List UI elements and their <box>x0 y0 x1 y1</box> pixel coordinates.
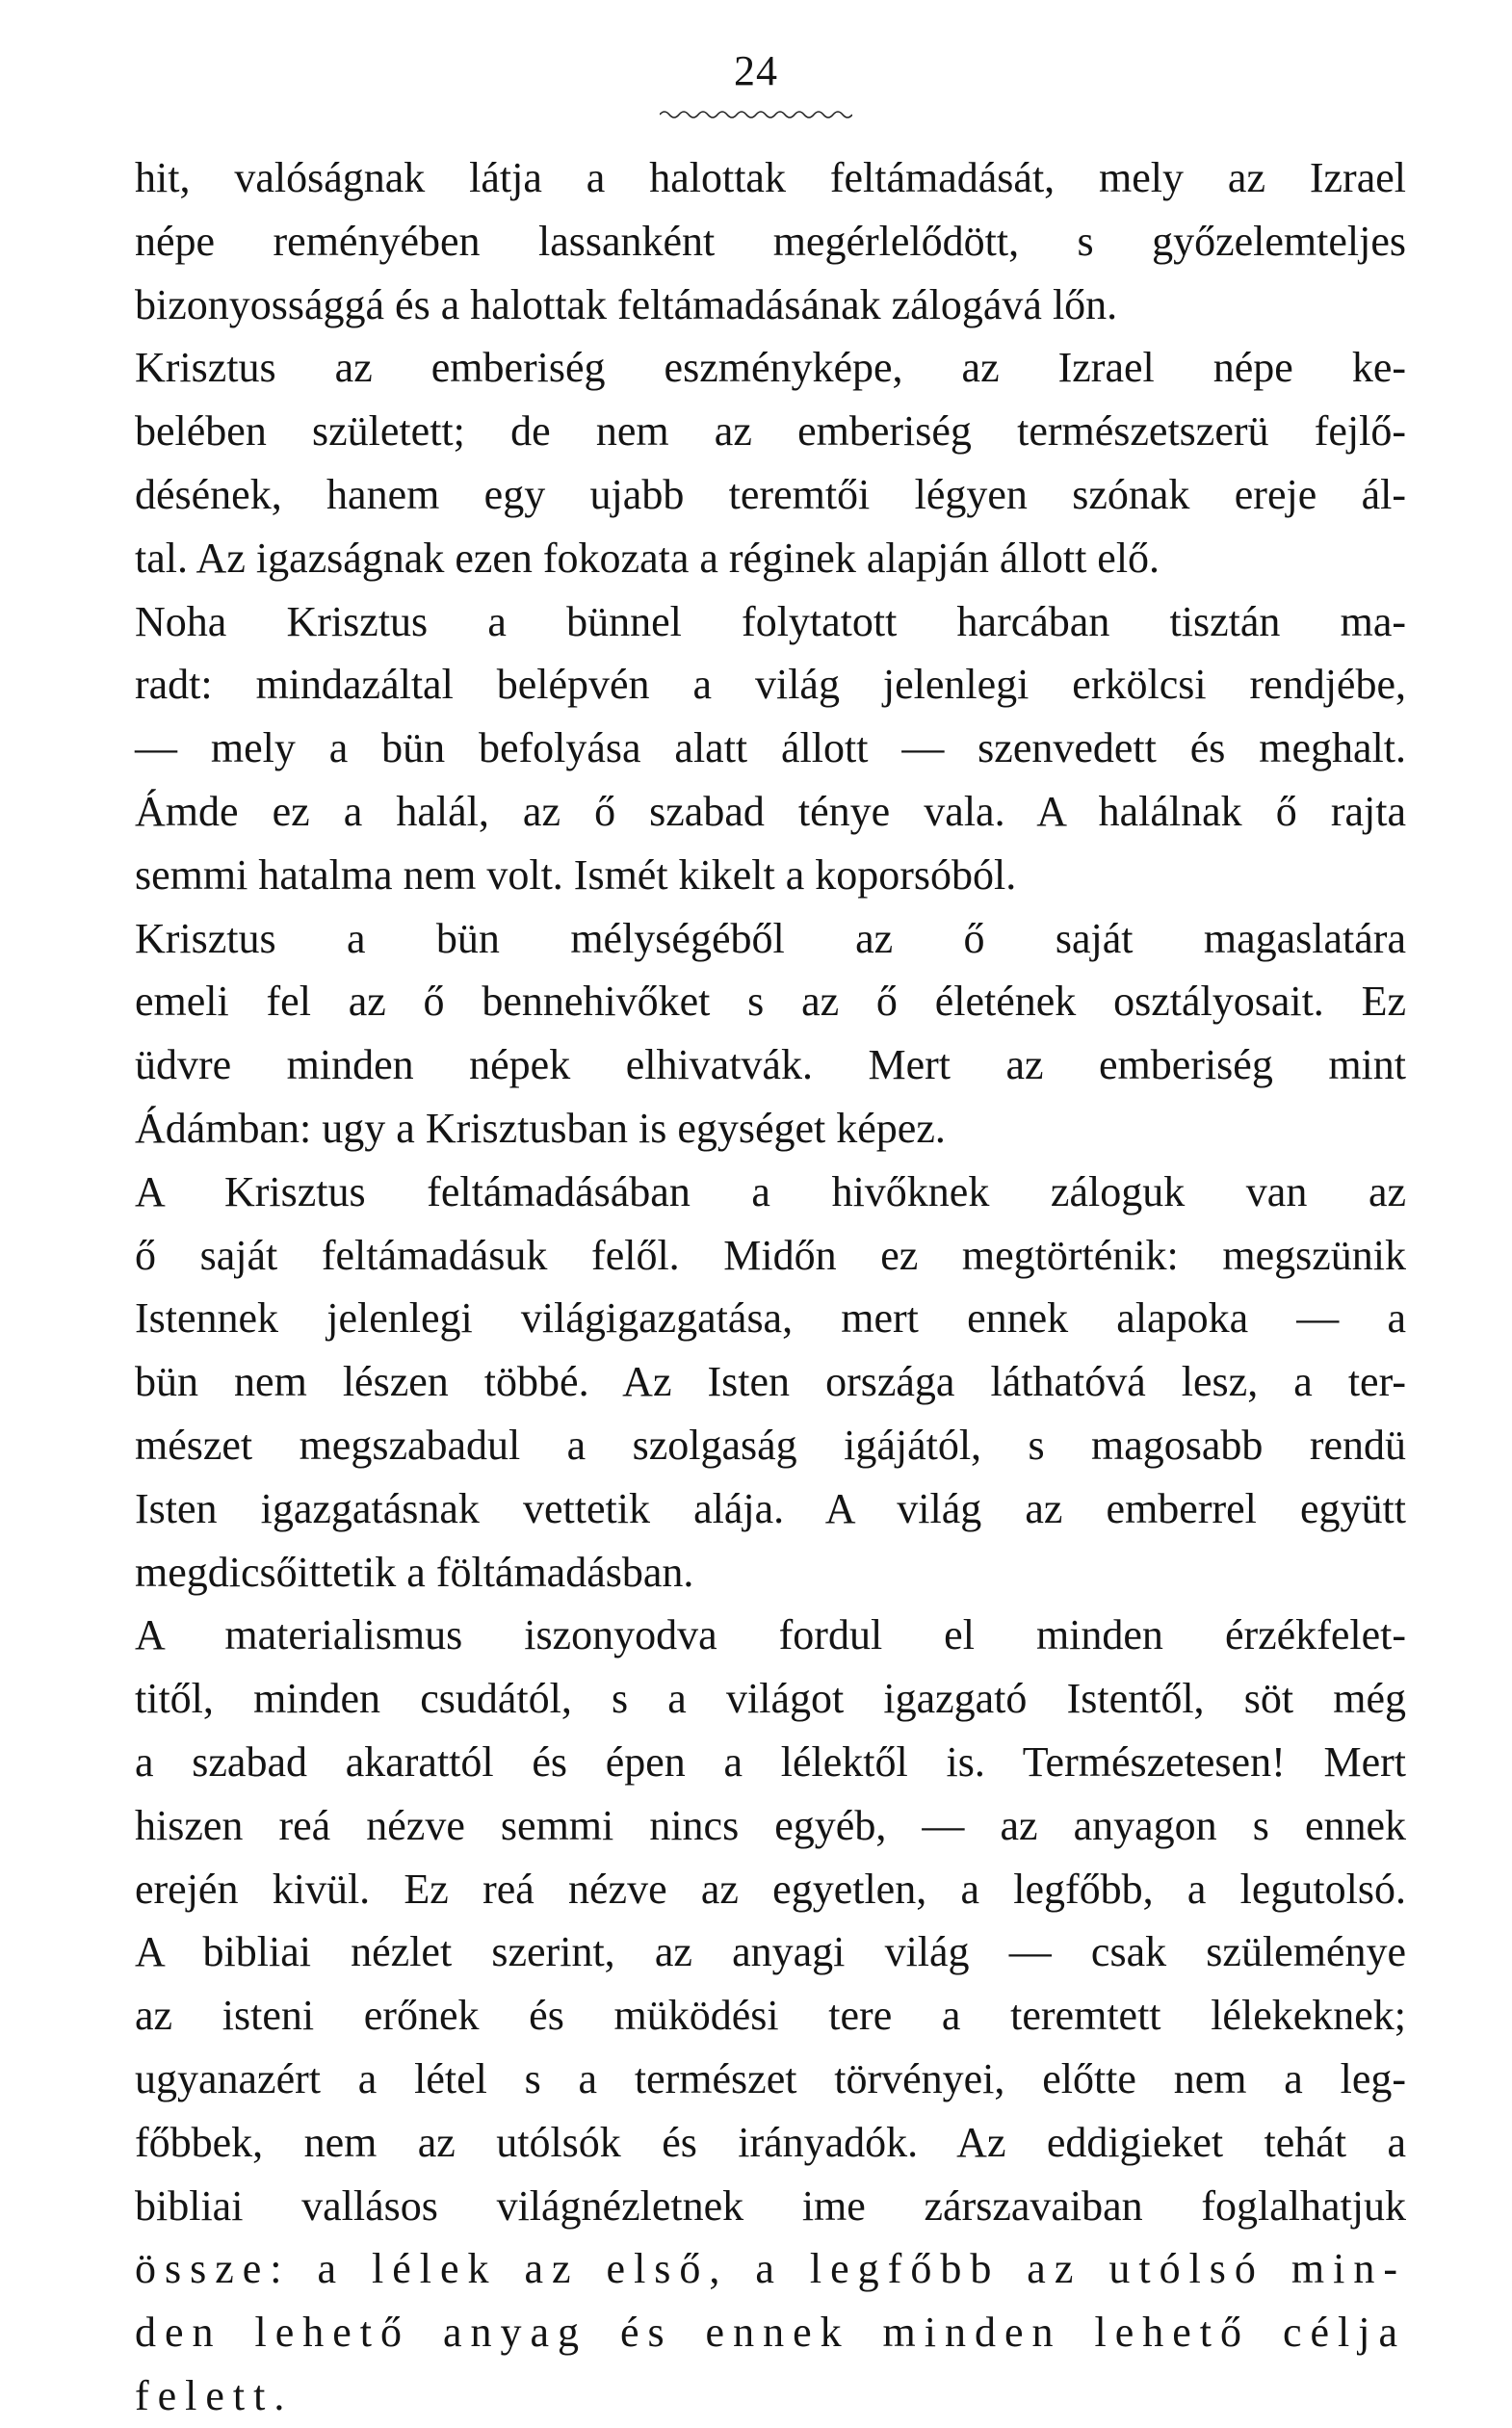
text-line: felett. <box>135 2371 294 2419</box>
text-line: ő saját feltámadásuk felől. Midőn ez megtörténik: megszünik <box>135 1231 1406 1279</box>
text-line: hit, valóságnak látja a halottak feltámadását, mely az Izrael <box>135 154 1406 201</box>
text-line: ugyanazért a létel s a természet törvényei, előtte nem a leg- <box>135 2054 1406 2102</box>
text-line: A materialismus iszonyodva fordul el minden érzékfelet- <box>135 1611 1406 1659</box>
text-line: bün nem lészen többé. Az Isten országa láthatóvá lesz, a ter- <box>135 1358 1406 1406</box>
text-line: össze: a lélek az első, a legfőbb az utólsó min- <box>135 2245 1406 2293</box>
text-line: erején kivül. Ez reá nézve az egyetlen, a legfőbb, a legutolsó. <box>135 1865 1406 1913</box>
text-line: radt: mindazáltal belépvén a világ jelenlegi erkölcsi rendjébe, <box>135 661 1406 709</box>
text-line: megdicsőittetik a föltámadásban. <box>135 1548 694 1596</box>
text-line: den lehető anyag és ennek minden lehető célja <box>135 2309 1406 2357</box>
text-line: az isteni erőnek és müködési tere a teremtett lélekeknek; <box>135 1992 1406 2040</box>
text-line: hiszen reá nézve semmi nincs egyéb, — az anyagon s ennek <box>135 1801 1406 1849</box>
text-line: Ámde ez a halál, az ő szabad ténye vala. A halálnak ő rajta <box>135 787 1406 835</box>
text-line: A bibliai nézlet szerint, az anyagi világ — csak szüleménye <box>135 1928 1406 1976</box>
page-number: 24 <box>734 47 778 94</box>
text-line: titől, minden csudától, s a világot igazgató Istentől, söt még <box>135 1675 1406 1723</box>
text-line: Krisztus a bün mélységéből az ő saját magaslatára <box>135 914 1406 962</box>
body-text <box>135 146 1406 2428</box>
wavy-rule-ornament <box>660 108 852 121</box>
text-line: népe reményében lassanként megérlelődött, s győzelemteljes <box>135 217 1406 265</box>
text-line: a szabad akarattól és épen a lélektől is. Természetesen! Mert <box>135 1737 1406 1786</box>
text-line: emeli fel az ő bennehivőket s az ő életének osztályosait. Ez <box>135 978 1406 1026</box>
text-line: A Krisztus feltámadásában a hivőknek záloguk van az <box>135 1167 1406 1215</box>
text-line: semmi hatalma nem volt. Ismét kikelt a koporsóból. <box>135 850 1017 899</box>
text-line: bibliai vallásos világnézletnek ime zárszavaiban foglalhatjuk <box>135 2181 1406 2230</box>
text-line: mészet megszabadul a szolgaság igájától, s magosabb rendü <box>135 1421 1406 1469</box>
text-line: Isten igazgatásnak vettetik alája. A világ az emberrel együtt <box>135 1484 1406 1532</box>
text-line: — mely a bün befolyása alatt állott — szenvedett és meghalt. <box>135 724 1406 772</box>
text-line: üdvre minden népek elhivatvák. Mert az emberiség mint <box>135 1041 1406 1089</box>
text-line: főbbek, nem az utólsók és irányadók. Az eddigieket tehát a <box>135 2118 1406 2166</box>
text-line: Noha Krisztus a bünnel folytatott harcában tisztán ma- <box>135 597 1406 645</box>
text-line: désének, hanem egy ujabb teremtői légyen szónak ereje ál- <box>135 470 1406 518</box>
text-line: belében született; de nem az emberiség természetszerü fejlő- <box>135 407 1406 456</box>
text-line: Istennek jelenlegi világigazgatása, mert ennek alapoka — a <box>135 1294 1406 1343</box>
text-line: Ádámban: ugy a Krisztusban is egységet képez. <box>135 1104 946 1152</box>
text-line: bizonyossággá és a halottak feltámadásának zálogává lőn. <box>135 280 1118 328</box>
text-line: Krisztus az emberiség eszményképe, az Izrael népe ke- <box>135 344 1406 392</box>
text-line: tal. Az igazságnak ezen fokozata a réginek alapján állott elő. <box>135 534 1160 582</box>
